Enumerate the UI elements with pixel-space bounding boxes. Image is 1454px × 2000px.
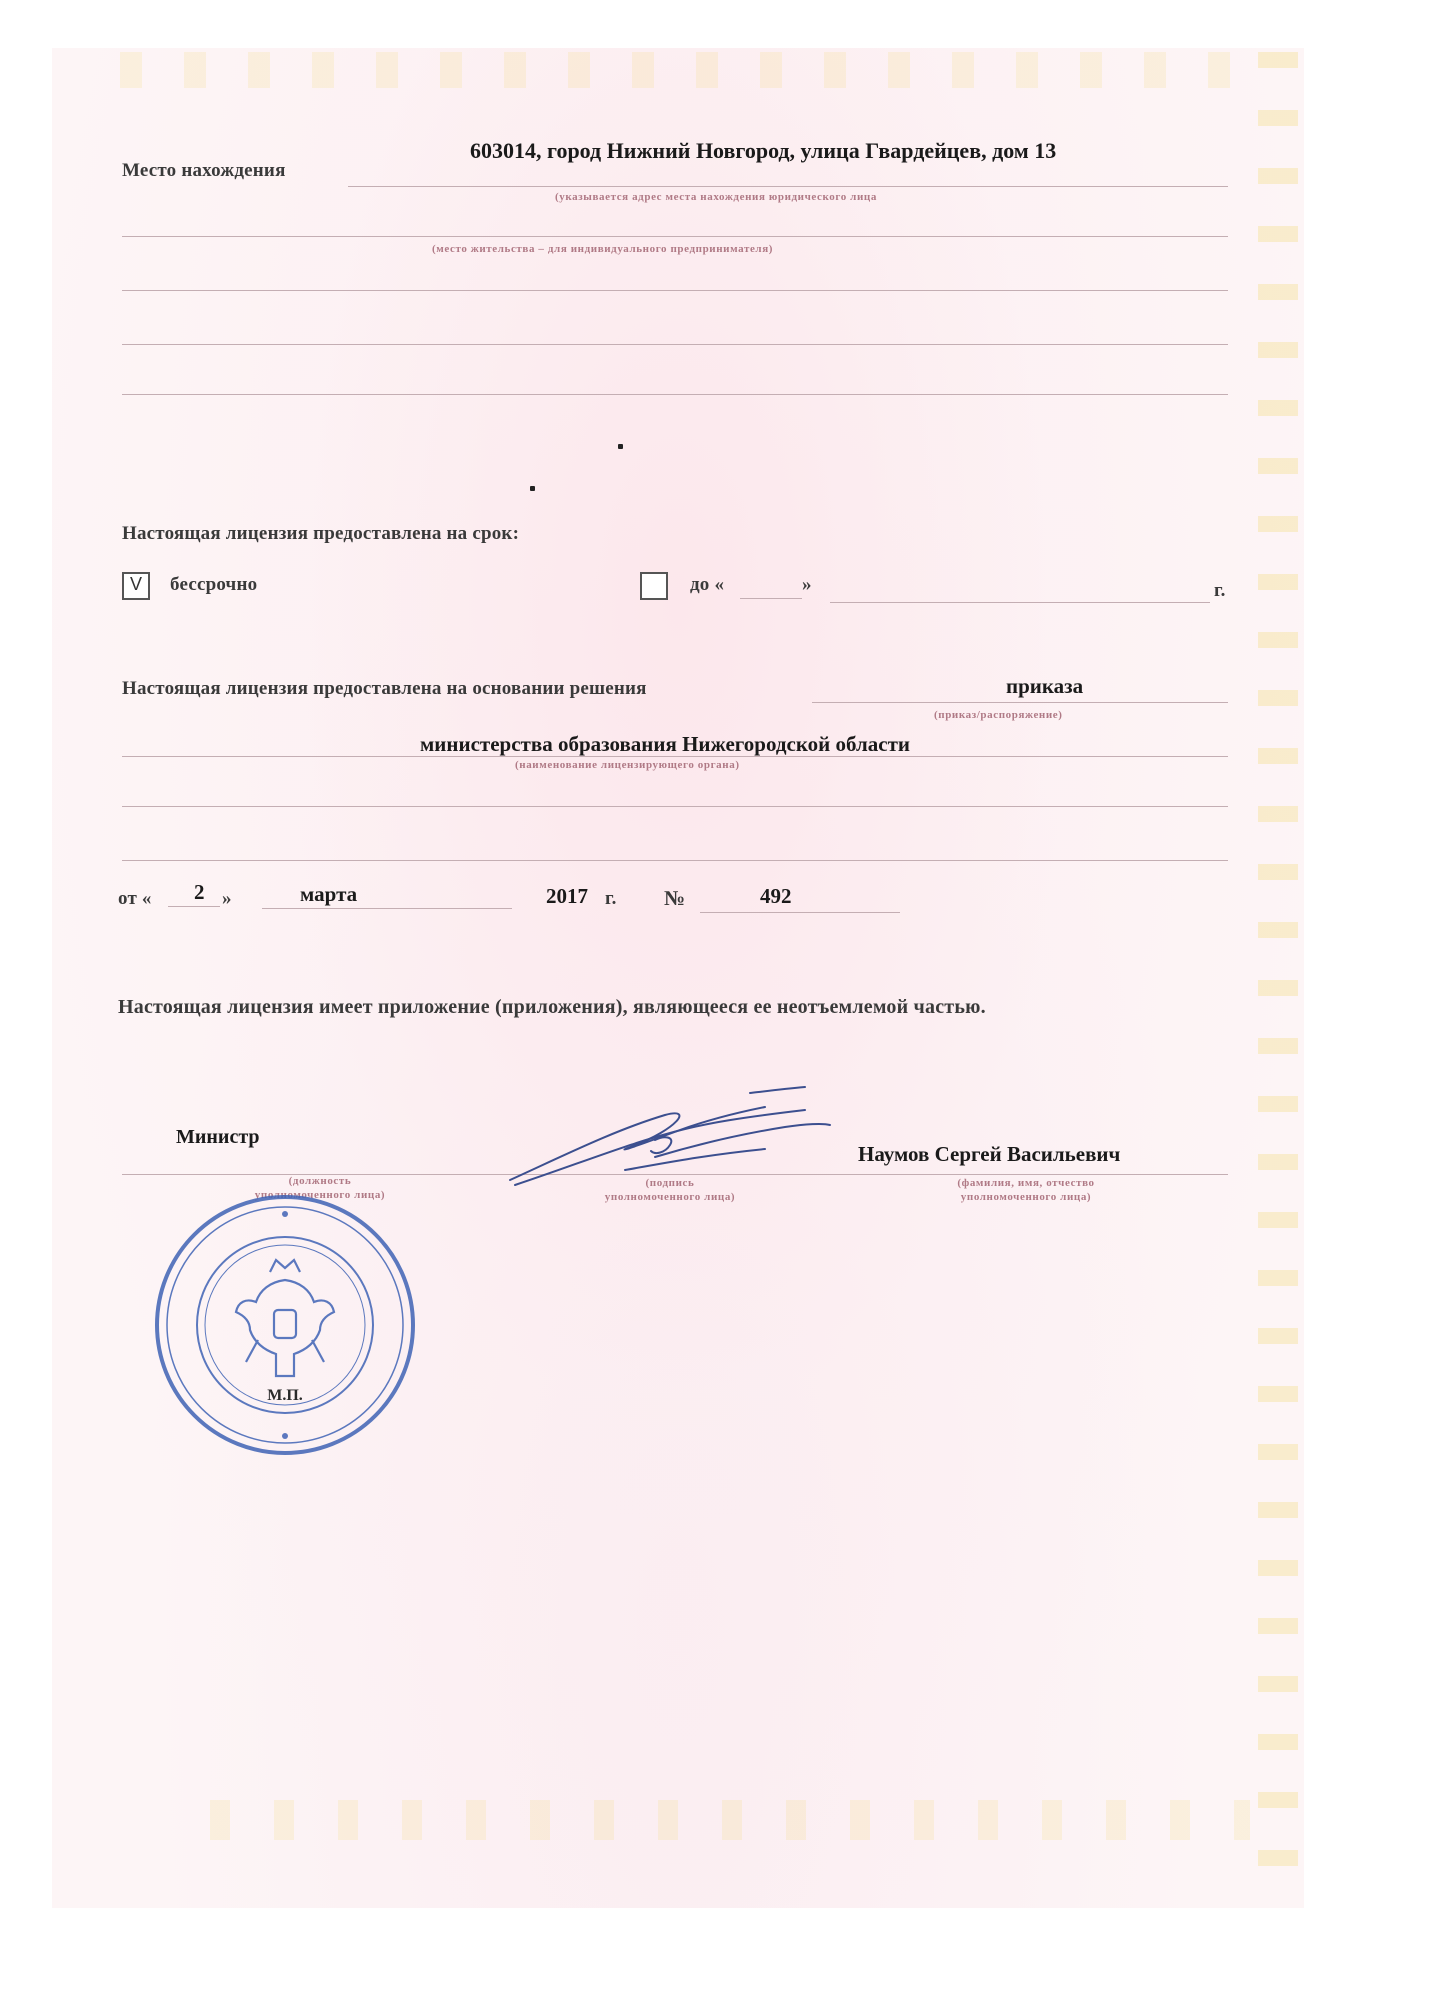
checkbox-mark: V xyxy=(130,574,143,594)
official-seal xyxy=(150,1190,420,1460)
authority-line xyxy=(122,756,1228,757)
decorative-border-top xyxy=(120,52,1250,88)
order-number: 492 xyxy=(760,884,792,908)
location-line-5 xyxy=(122,394,1228,395)
date-month-line xyxy=(262,908,512,909)
ink-dot xyxy=(530,486,535,491)
authority-line-3 xyxy=(122,860,1228,861)
term-label: Настоящая лицензия предоставлена на срок: xyxy=(122,523,520,544)
signatory-name: Наумов Сергей Васильевич xyxy=(858,1142,1121,1166)
basis-value: приказа xyxy=(1006,674,1084,698)
location-line-2 xyxy=(122,236,1228,237)
signatory-name-caption xyxy=(916,1176,1136,1204)
location-line-3 xyxy=(122,290,1228,291)
ink-dot xyxy=(618,444,623,449)
signature-caption-line-1: (подпись xyxy=(645,1177,695,1189)
date-day-close: » xyxy=(222,888,232,909)
date-day: 2 xyxy=(194,880,205,904)
location-caption-individual: (место жительства – для индивидуального предпринимателя) xyxy=(432,243,774,255)
position-caption-line-2: уполномоченного лица) xyxy=(254,1189,386,1201)
authority-value: министерства образования Нижегородской области xyxy=(420,732,910,756)
location-line-4 xyxy=(122,344,1228,345)
signature-caption-line-2: уполномоченного лица) xyxy=(604,1191,736,1203)
stamp-place-label: М.П. xyxy=(267,1387,303,1404)
date-year: 2017 xyxy=(546,884,588,908)
authority-caption: (наименование лицензирующего органа) xyxy=(515,759,740,771)
name-caption-line-2: уполномоченного лица) xyxy=(960,1191,1092,1203)
term-until-checkbox xyxy=(640,572,668,600)
term-until-close: » xyxy=(802,574,812,595)
number-sign: № xyxy=(664,886,686,910)
term-until-date-line xyxy=(830,602,1210,603)
basis-caption: (приказ/распоряжение) xyxy=(934,709,1063,721)
basis-line xyxy=(812,702,1228,703)
decorative-border-right xyxy=(1258,52,1298,1902)
signature-scribble xyxy=(505,1085,835,1195)
signatory-position: Министр xyxy=(176,1126,260,1148)
date-prefix: от « xyxy=(118,888,152,909)
date-year-suffix: г. xyxy=(605,888,617,909)
position-caption-line-1: (должность xyxy=(288,1175,352,1187)
authority-line-2 xyxy=(122,806,1228,807)
basis-label: Настоящая лицензия предоставлена на основании решения xyxy=(122,678,647,699)
location-line-1 xyxy=(348,186,1228,187)
decorative-border-bottom xyxy=(210,1800,1250,1840)
location-label: Место нахождения xyxy=(122,160,286,181)
term-indefinite-label: бессрочно xyxy=(170,574,258,595)
date-month: марта xyxy=(300,882,358,906)
order-number-line xyxy=(700,912,900,913)
term-until-prefix: до « xyxy=(690,574,725,595)
license-sheet xyxy=(52,48,1304,1908)
location-caption-legal: (указывается адрес места нахождения юридического лица xyxy=(555,191,877,203)
name-caption-line-1: (фамилия, имя, отчество xyxy=(957,1177,1095,1189)
term-until-day-line xyxy=(740,598,802,599)
location-value: 603014, город Нижний Новгород, улица Гвардейцев, дом 13 xyxy=(470,138,1057,163)
date-day-line xyxy=(168,906,220,907)
term-year-suffix: г. xyxy=(1214,580,1226,601)
annex-statement: Настоящая лицензия имеет приложение (приложения), являющееся ее неотъемлемой частью. xyxy=(118,996,986,1018)
